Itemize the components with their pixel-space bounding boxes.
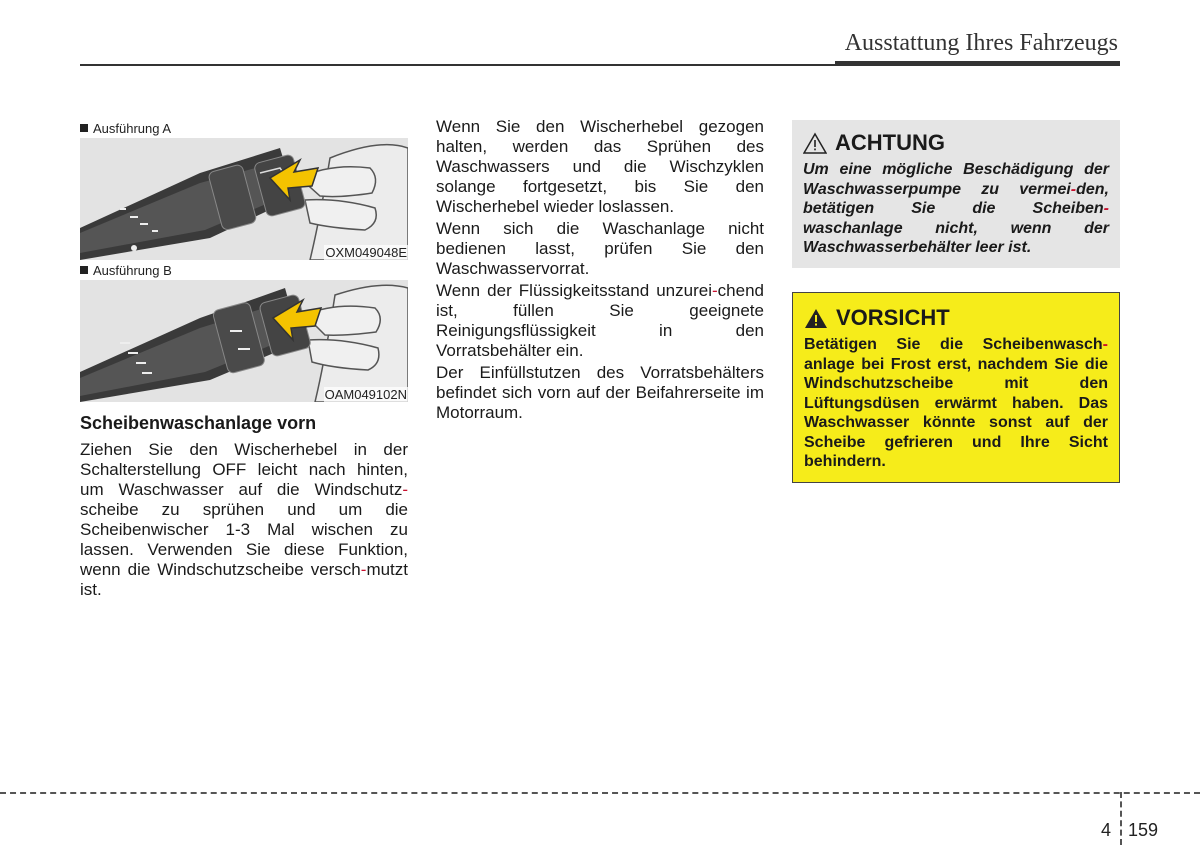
vorsicht-title-text: VORSICHT xyxy=(836,305,950,330)
footer-dashed-divider xyxy=(1120,792,1122,845)
figure-b-label-text: Ausführung B xyxy=(93,262,172,278)
box-line: waschanlage nicht, wenn der xyxy=(803,219,1109,237)
paragraph-1: Wenn Sie den Wischerhebel gezogen halten, werden das Sprühen des Waschwassers und die Wischzyklen solange fortgesetzt, bis Sie den Wischerhebel wieder loslassen. xyxy=(436,117,764,216)
body-line: mutzt ist. xyxy=(80,560,408,599)
hyphen: - xyxy=(1103,200,1109,217)
figure-b xyxy=(80,280,408,402)
body-line: wenn die Windschutzscheibe versch xyxy=(80,560,361,579)
paragraph-3 xyxy=(436,281,764,361)
achtung-title-text: ACHTUNG xyxy=(835,130,945,155)
box-line: Das Waschwasser könnte sonst auf xyxy=(804,394,1108,431)
box-line: Um eine mögliche Beschädigung xyxy=(803,161,1074,178)
vorsicht-title xyxy=(804,305,1108,331)
box-line: der Scheibe gefrieren und Ihre xyxy=(804,414,1108,451)
hyphen: - xyxy=(1102,336,1108,353)
header-rule-accent xyxy=(835,61,1120,66)
body-line: Schalterstellung OFF leicht nach hinten, xyxy=(80,460,408,479)
warning-triangle-outline-icon xyxy=(803,132,827,154)
figure-a-code: OXM049048E xyxy=(325,245,407,260)
left-body-text xyxy=(80,440,408,600)
section-heading: Scheibenwaschanlage vorn xyxy=(80,413,317,433)
page-number: 159 xyxy=(1128,820,1159,840)
square-bullet-icon xyxy=(80,124,88,132)
paragraph-2: Wenn sich die Waschanlage nicht bedienen lasst, prüfen Sie den Waschwasservorrat. xyxy=(436,219,764,278)
body-line: lassen. Verwenden Sie diese Funktion, xyxy=(80,540,408,559)
figure-b-label xyxy=(80,260,408,280)
achtung-title xyxy=(803,130,1109,156)
box-line: der Waschwasserpumpe zu vermei xyxy=(803,161,1109,198)
wiper-stalk-illustration-b xyxy=(80,280,408,402)
box-line: anlage bei Frost erst, nachdem Sie xyxy=(804,355,1079,373)
vorsicht-text xyxy=(804,335,1108,472)
body-line: um Waschwasser auf die Windschutz xyxy=(80,480,403,499)
paragraph-3-end: chend ist, füllen Sie geeignete Reinigungsflüssigkeit in den Vorratsbehälter ein. xyxy=(436,281,764,360)
hyphen: - xyxy=(402,480,408,499)
box-line: Waschwasserbehälter leer ist. xyxy=(803,239,1032,256)
achtung-box xyxy=(792,120,1120,268)
warning-triangle-filled-icon xyxy=(804,307,828,329)
body-line: Ziehen Sie den Wischerhebel in der xyxy=(80,440,408,459)
paragraph-3-start: Wenn der Flüssigkeitsstand unzurei xyxy=(436,281,712,300)
figure-a xyxy=(80,138,408,260)
achtung-text xyxy=(803,160,1109,258)
paragraph-4: Der Einfüllstutzen des Vorratsbehälters befindet sich vorn auf der Beifahrerseite im Motorraum. xyxy=(436,363,764,422)
body-line: Scheibenwischer 1-3 Mal wischen zu xyxy=(80,520,408,539)
box-line: die Windschutzscheibe mit den xyxy=(804,355,1108,392)
hyphen: - xyxy=(360,560,367,579)
hyphen: - xyxy=(712,281,718,300)
page-header-title: Ausstattung Ihres Fahrzeugs xyxy=(844,30,1118,56)
box-line: Lüftungsdüsen erwärmt haben. xyxy=(804,394,1064,412)
figure-a-label-text: Ausführung A xyxy=(93,120,172,136)
figure-b-code: OAM049102N xyxy=(324,387,407,402)
body-line: scheibe zu sprühen und um die xyxy=(80,500,408,519)
box-line: den, betätigen Sie die Scheiben xyxy=(803,180,1109,217)
middle-column xyxy=(436,117,764,425)
left-column xyxy=(80,118,408,600)
figure-a-label xyxy=(80,118,408,138)
vorsicht-box xyxy=(792,292,1120,483)
square-bullet-icon xyxy=(80,266,88,274)
box-line: Sicht behindern. xyxy=(804,433,1108,470)
box-line: Betätigen Sie die Scheibenwasch xyxy=(804,336,1103,353)
hyphen: - xyxy=(1070,180,1077,198)
wiper-stalk-illustration-a xyxy=(80,138,408,260)
footer-dashed-rule xyxy=(0,792,1200,794)
chapter-number: 4 xyxy=(1101,820,1112,840)
